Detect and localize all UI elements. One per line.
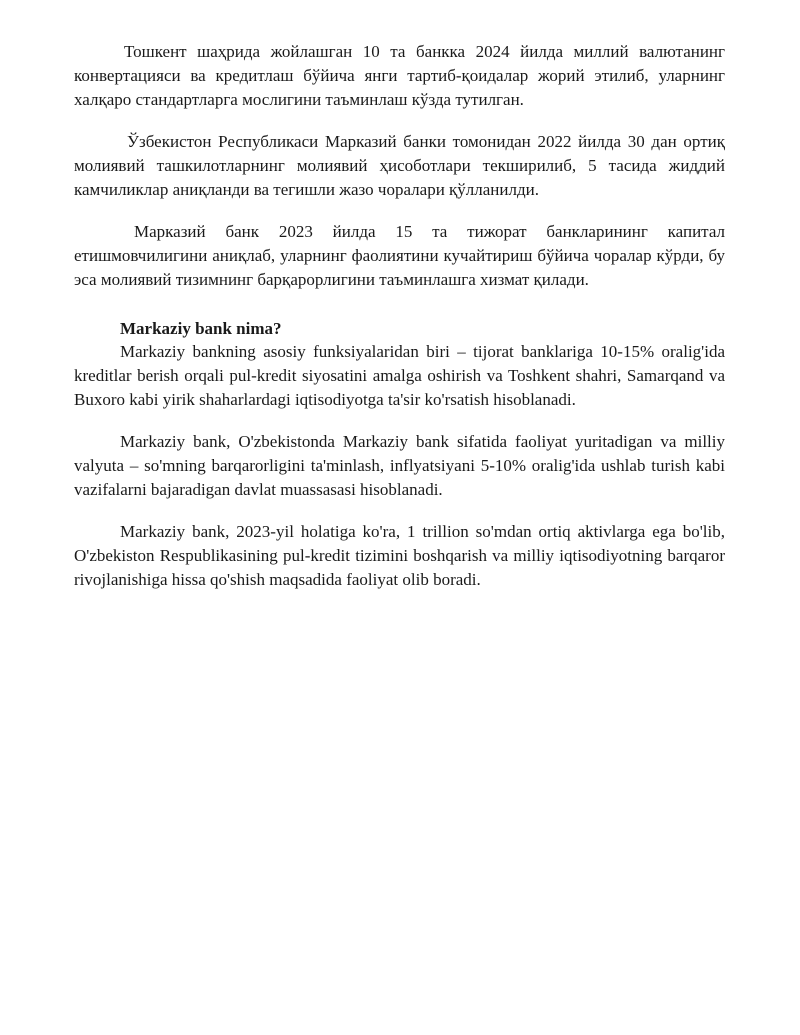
paragraph-bank-definition: Markaziy bank, O'zbekistonda Markaziy bank sifatida faoliyat yuritadigan va milliy valyuta – so'mning barqarorligini ta'minlash, inflyatsiyani 5-10% oralig'ida ushlab turish kabi vazifalarni bajaradigan davlat muassasasi hisoblanadi. bbox=[74, 432, 725, 499]
paragraph-capital-shortage: Марказий банк 2023 йилда 15 та тижорат банкларининг капитал етишмовчилигини аниқлаб, уларнинг фаолиятини кучайтириш бўйича чоралар кўрди, бу эса молиявий тизимнинг барқарорлигини таъминлашга хизмат қилади. bbox=[74, 222, 725, 289]
section-heading: Markaziy bank nima? bbox=[120, 319, 282, 338]
paragraph-central-bank-audit: Ўзбекистон Республикаси Марказий банки томонидан 2022 йилда 30 дан ортиқ молиявий ташкилотларнинг молиявий ҳисоботлари текширилиб, 5 тасида жиддий камчиликлар аниқланди ва тегишли жазо чоралари қўлланилди. bbox=[74, 132, 725, 199]
paragraph-tashkent-banks: Тошкент шаҳрида жойлашган 10 та банкка 2024 йилда миллий валютанинг конвертацияси ва кредитлаш бўйича янги тартиб-қоидалар жорий этилиб, уларнинг халқаро стандартларга мослигини таъминлаш кўзда тутилган. bbox=[74, 42, 725, 109]
document-page bbox=[74, 40, 725, 610]
paragraph-bank-functions: Markaziy bankning asosiy funksiyalaridan biri – tijorat banklariga 10-15% oralig'ida kreditlar berish orqali pul-kredit siyosatini amalga oshirish va Toshkent shahri, Samarqand va Buxoro kabi yirik shaharlardagi iqtisodiyotga ta'sir ko'rsatish hisoblanadi. bbox=[74, 342, 725, 409]
paragraph-bank-assets: Markaziy bank, 2023-yil holatiga ko'ra, 1 trillion so'mdan ortiq aktivlarga ega bo'lib, O'zbekiston Respublikasining pul-kredit tizimini boshqarish va milliy iqtisodiyotning barqaror rivojlanishiga hissa qo'shish maqsadida faoliyat olib boradi. bbox=[74, 522, 725, 589]
